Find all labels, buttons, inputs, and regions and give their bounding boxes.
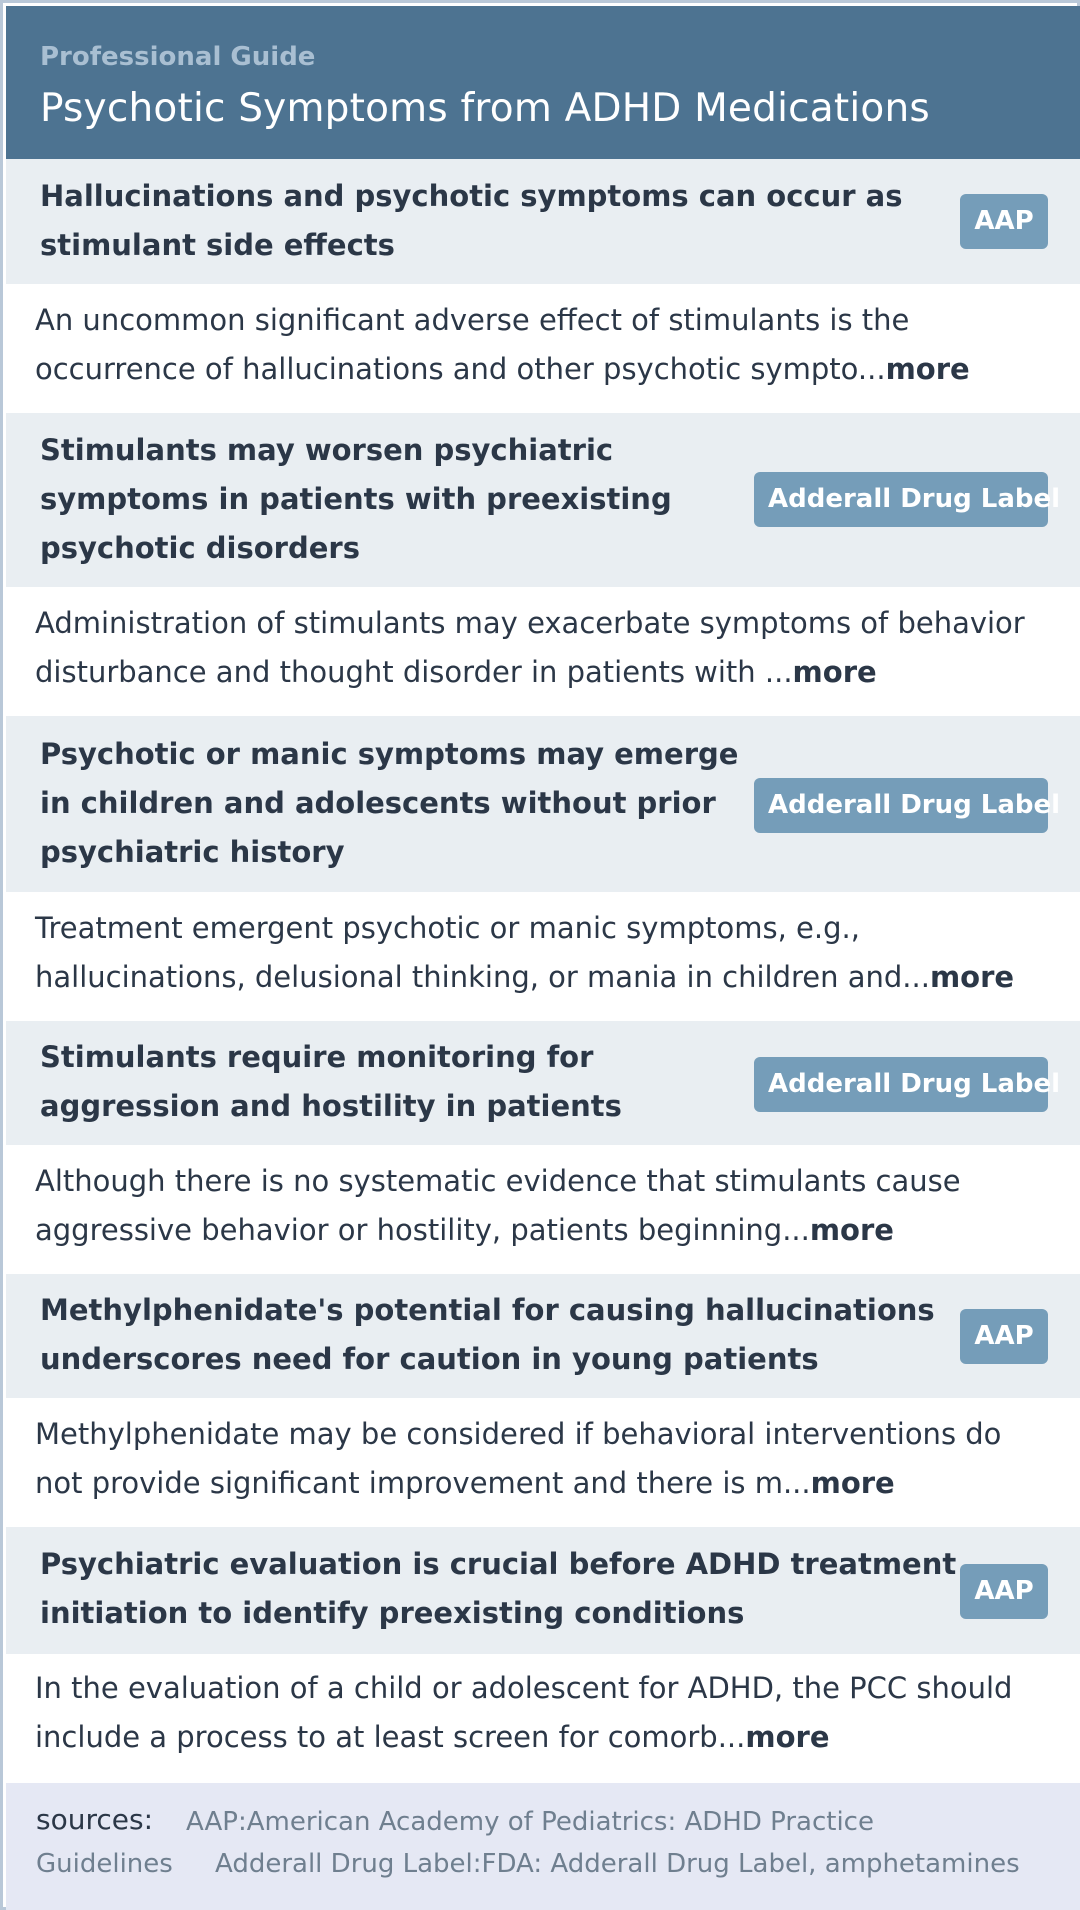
- claim-row: [6, 1021, 1080, 1145]
- source-badge[interactable]: AAP: [960, 1564, 1048, 1619]
- more-link[interactable]: more: [745, 1720, 830, 1754]
- source-aap-line-1: AAP:American Academy of Pediatrics: ADHD Practice: [186, 1807, 874, 1837]
- claim-row: [6, 1527, 1080, 1654]
- source-badge[interactable]: Adderall Drug Label: [754, 1057, 1048, 1112]
- detail-text: An uncommon significant adverse effect of stimulants is the occurrence of hallucinations and other psychotic sympto...more: [35, 303, 970, 386]
- source-adderall: Adderall Drug Label:FDA: Adderall Drug Label, amphetamines: [215, 1849, 1020, 1879]
- detail-text: Treatment emergent psychotic or manic symptoms, e.g., hallucinations, delusional thinking, or mania in children and...more: [35, 911, 1015, 994]
- detail-row: [6, 1398, 1080, 1527]
- more-link[interactable]: more: [809, 1213, 894, 1247]
- detail-text: In the evaluation of a child or adolescent for ADHD, the PCC should include a process to at least screen for comorb...more: [35, 1671, 1013, 1754]
- source-badge[interactable]: Adderall Drug Label: [754, 778, 1048, 833]
- detail-text: Administration of stimulants may exacerbate symptoms of behavior disturbance and thought disorder in patients with ...more: [35, 606, 1025, 689]
- claim-text: Psychiatric evaluation is crucial before ADHD treatment initiation to identify preexisting conditions: [40, 1547, 957, 1630]
- guide-title: Psychotic Symptoms from ADHD Medications: [40, 86, 930, 131]
- detail-text: Although there is no systematic evidence that stimulants cause aggressive behavior or hostility, patients beginning...more: [35, 1164, 961, 1247]
- sources-footer: [6, 1783, 1080, 1910]
- detail-row: [6, 892, 1080, 1021]
- claim-row: [6, 1274, 1080, 1398]
- claim-row: [6, 159, 1080, 284]
- source-badge[interactable]: AAP: [960, 1309, 1048, 1364]
- claim-text: Methylphenidate's potential for causing hallucinations underscores need for caution in young patients: [40, 1293, 935, 1376]
- claim-text: Psychotic or manic symptoms may emerge in children and adolescents without prior psychiatric history: [40, 737, 739, 869]
- more-link[interactable]: more: [810, 1466, 895, 1500]
- detail-text: Methylphenidate may be considered if behavioral interventions do not provide significant improvement and there is m...more: [35, 1417, 1002, 1500]
- claim-row: [6, 716, 1080, 892]
- claim-row: [6, 413, 1080, 587]
- sources-label: sources:: [36, 1803, 154, 1836]
- detail-row: [6, 1654, 1080, 1783]
- more-link[interactable]: more: [885, 352, 970, 386]
- source-badge[interactable]: AAP: [960, 194, 1048, 249]
- detail-row: [6, 1145, 1080, 1274]
- detail-row: [6, 284, 1080, 413]
- claim-text: Stimulants may worsen psychiatric symptoms in patients with preexisting psychotic disorders: [40, 433, 672, 565]
- claim-text: Hallucinations and psychotic symptoms can occur as stimulant side effects: [40, 179, 903, 262]
- more-link[interactable]: more: [929, 960, 1015, 994]
- more-link[interactable]: more: [792, 655, 877, 689]
- guide-eyebrow: Professional Guide: [40, 42, 316, 72]
- source-aap-line-2: Guidelines: [36, 1849, 173, 1879]
- guide-header: [6, 6, 1080, 159]
- source-badge[interactable]: Adderall Drug Label: [754, 472, 1048, 527]
- detail-row: [6, 587, 1080, 716]
- claim-text: Stimulants require monitoring for aggression and hostility in patients: [40, 1040, 622, 1123]
